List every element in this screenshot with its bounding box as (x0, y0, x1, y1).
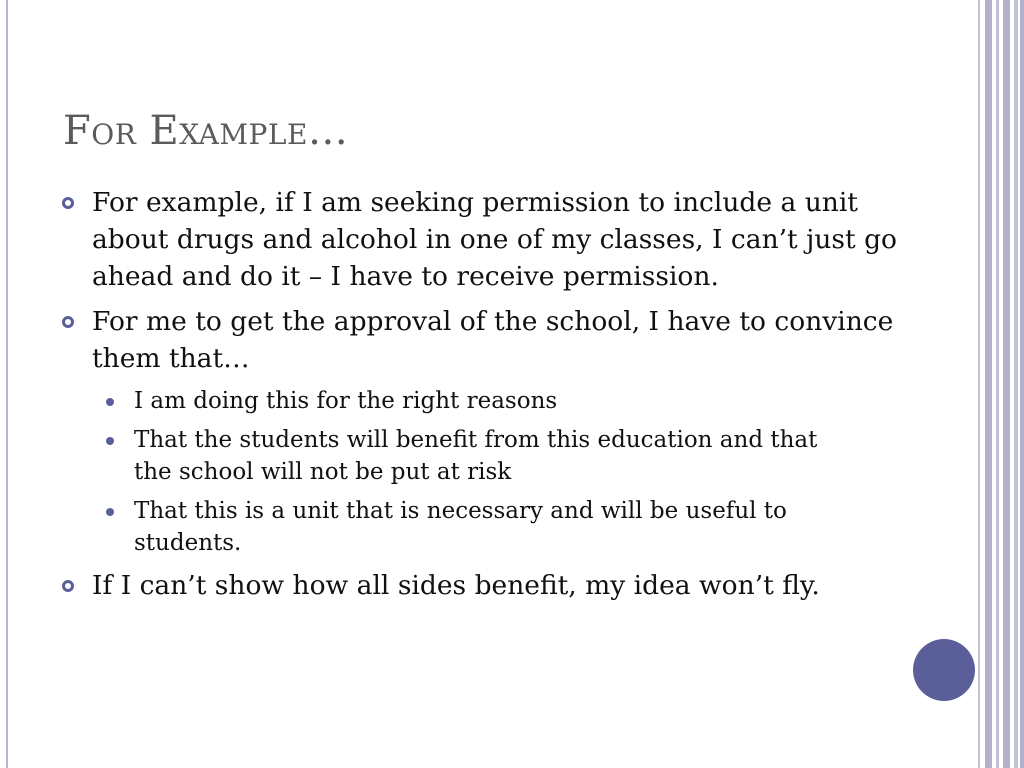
dot-bullet-icon (106, 437, 114, 445)
dot-bullet-icon (106, 398, 114, 406)
bullet-text: For me to get the approval of the school, I have to convince them that… (92, 306, 894, 374)
sub-bullet-item (62, 495, 902, 559)
bullet-item (62, 184, 902, 295)
left-border-line (6, 0, 8, 768)
dot-bullet-icon (106, 508, 114, 516)
ring-bullet-icon (62, 580, 74, 592)
decorative-stripe (996, 0, 999, 768)
decorative-stripe (985, 0, 992, 768)
bullet-item (62, 303, 902, 377)
sub-bullet-item (62, 385, 902, 417)
decorative-circle (913, 639, 975, 701)
sub-bullet-item (62, 424, 902, 488)
slide-title: For Example… (63, 108, 349, 154)
decorative-stripe (978, 0, 980, 768)
ring-bullet-icon (62, 197, 74, 209)
sub-bullet-list (62, 385, 902, 559)
bullet-text: If I can’t show how all sides benefit, my idea won’t fly. (92, 570, 820, 601)
decorative-stripe (1014, 0, 1018, 768)
decorative-stripe (1020, 0, 1024, 768)
slide-content (62, 184, 902, 612)
sub-bullet-text: I am doing this for the right reasons (134, 388, 558, 414)
sub-bullet-text: That the students will benefit from this education and that the school will not be put at risk (134, 427, 818, 485)
decorative-stripe (1003, 0, 1010, 768)
bullet-text: For example, if I am seeking permission to include a unit about drugs and alcohol in one of my classes, I can’t just go ahead and do it – I have to receive permission. (92, 187, 898, 292)
sub-bullet-text: That this is a unit that is necessary and will be useful to students. (134, 498, 787, 556)
bullet-item (62, 567, 902, 604)
ring-bullet-icon (62, 316, 74, 328)
